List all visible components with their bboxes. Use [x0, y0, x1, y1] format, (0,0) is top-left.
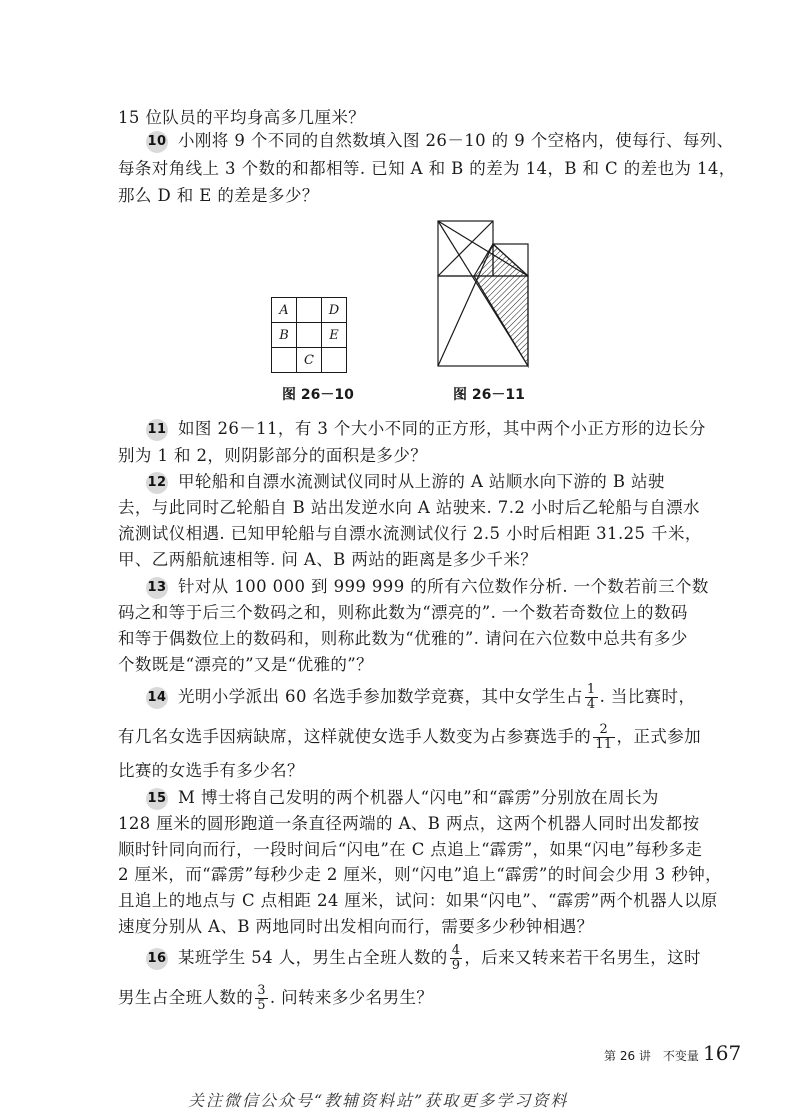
question-12-line-2: 去，与此同时乙轮船自 B 站出发逆水向 A 站驶来. 7.2 小时后乙轮船与自漂水	[118, 498, 700, 517]
figure-26-10-caption: 图 26－10	[282, 387, 354, 403]
question-16-line-1	[146, 944, 701, 973]
grid-cell	[272, 348, 296, 372]
question-number-11: 11	[146, 419, 168, 441]
question-14-line-3: 比赛的女选手有多少名？	[118, 761, 304, 780]
question-16-text-1a: 某班学生 54 人，男生占全班人数的	[178, 948, 448, 967]
question-14-text-2b: ，正式参加	[616, 727, 702, 746]
fraction-denominator: 9	[451, 958, 461, 973]
question-14-line-2	[118, 723, 701, 752]
grid-cell: B	[272, 323, 296, 347]
question-number-13: 13	[146, 577, 168, 599]
fraction-numerator: 3	[257, 983, 266, 998]
question-15-line-1	[146, 784, 659, 810]
question-12-line-3: 流测试仪相遇. 已知甲轮船与自漂水流测试仪行 2.5 小时后相距 31.25 千米，	[118, 524, 702, 543]
question-number-15: 15	[146, 788, 168, 810]
question-15-line-4: 2 厘米，而“霹雳”每秒少走 2 厘米，则“闪电”追上“霹雳”的时间会少用 3 秒钟，	[118, 865, 723, 884]
question-14-text-1b: . 当比赛时，	[599, 687, 696, 706]
question-number-12: 12	[146, 472, 168, 494]
question-14-text-1a: 光明小学派出 60 名选手参加数学竞赛，其中女学生占	[178, 687, 583, 706]
question-15-line-3: 顺时针同向而行，一段时间后“闪电”在 C 点追上“霹雳”，如果“闪电”每秒多走	[118, 840, 703, 859]
fraction-two-elevenths	[593, 723, 614, 752]
question-15-line-2: 128 厘米的圆形跑道一条直径两端的 A、B 两点，这两个机器人同时出发都按	[118, 814, 700, 833]
fraction-four-ninths	[450, 944, 463, 973]
promo-banner: 关注微信公众号“教辅资料站”获取更多学习资料	[188, 1091, 569, 1110]
shaded-region	[474, 244, 528, 366]
question-14-text-2a: 有几名女选手因病缺席，这样就使女选手人数变为占参赛选手的	[118, 727, 592, 746]
question-14-line-1	[146, 683, 695, 712]
page-number: 167	[703, 1041, 742, 1065]
grid-cell: D	[322, 298, 346, 322]
question-13-line-3: 和等于偶数位上的数码和，则称此数为“优雅的”. 请问在六位数中总共有多少	[118, 629, 688, 648]
grid-cell: C	[297, 348, 321, 372]
question-12-line-4: 甲、乙两船航速相等. 问 A、B 两站的距离是多少千米？	[118, 550, 538, 569]
question-15-line-5: 且追上的地点与 C 点相距 24 厘米，试问：如果“闪电”、“霹雳”两个机器人以原	[118, 891, 718, 910]
question-12-text-1: 甲轮船和自漂水流测试仪同时从上游的 A 站顺水向下游的 B 站驶	[178, 472, 665, 491]
figure-26-10-grid	[271, 297, 347, 373]
question-13-line-2: 码之和等于后三个数码之和，则称此数为“漂亮的”. 一个数若奇数位上的数码	[118, 603, 688, 622]
fraction-numerator: 4	[451, 943, 461, 958]
grid-cell: A	[272, 298, 296, 322]
question-15-line-6: 速度分别从 A、B 两地同时出发相向而行，需要多少秒钟相遇？	[118, 917, 594, 936]
fraction-numerator: 2	[593, 723, 614, 738]
fraction-one-quarter	[585, 683, 598, 712]
question-10-text-1: 小刚将 9 个不同的自然数填入图 26－10 的 9 个空格内，使每行、每列、	[178, 131, 734, 150]
question-11-line-1	[146, 415, 706, 441]
grid-cell	[322, 348, 346, 372]
fraction-denominator: 4	[586, 697, 596, 712]
grid-cell: E	[322, 323, 346, 347]
question-11-text-1: 如图 26－11，有 3 个大小不同的正方形，其中两个小正方形的边长分	[178, 419, 706, 438]
fraction-three-fifths	[255, 984, 268, 1013]
question-16-line-2	[118, 984, 433, 1013]
intro-line: 15 位队员的平均身高多几厘米？	[118, 108, 366, 127]
question-number-16: 16	[146, 948, 168, 970]
figure-26-11-caption: 图 26－11	[453, 387, 525, 403]
question-16-text-1b: ，后来又转来若干名男生，这时	[464, 948, 701, 967]
question-16-text-2b: . 问转来多少名男生？	[269, 988, 434, 1007]
question-10-line-2: 每条对角线上 3 个数的和都相等. 已知 A 和 B 的差为 14，B 和 C 的差也为 14，	[118, 159, 736, 178]
fraction-denominator: 5	[257, 998, 266, 1013]
question-13-line-4: 个数既是“漂亮的”又是“优雅的”？	[118, 655, 374, 674]
question-16-text-2a: 男生占全班人数的	[118, 988, 254, 1007]
question-13-line-1	[146, 573, 709, 599]
fraction-numerator: 1	[586, 682, 596, 697]
grid-cell	[297, 323, 321, 347]
question-13-text-1: 针对从 100 000 到 999 999 的所有六位数作分析. 一个数若前三个数	[178, 577, 709, 596]
grid-cell	[297, 298, 321, 322]
question-11-line-2: 别为 1 和 2，则阴影部分的面积是多少？	[118, 446, 428, 465]
fraction-denominator: 11	[595, 737, 613, 752]
lecture-label: 第 26 讲 不变量	[604, 1049, 699, 1063]
question-12-line-1	[146, 468, 665, 494]
figure-26-11-diagram	[432, 217, 536, 371]
question-15-text-1: M 博士将自己发明的两个机器人“闪电”和“霹雳”分别放在周长为	[178, 788, 659, 807]
question-number-14: 14	[146, 687, 168, 709]
question-10-line-3: 那么 D 和 E 的差是多少？	[118, 186, 319, 205]
question-10-line-1	[146, 127, 734, 153]
question-number-10: 10	[146, 131, 168, 153]
